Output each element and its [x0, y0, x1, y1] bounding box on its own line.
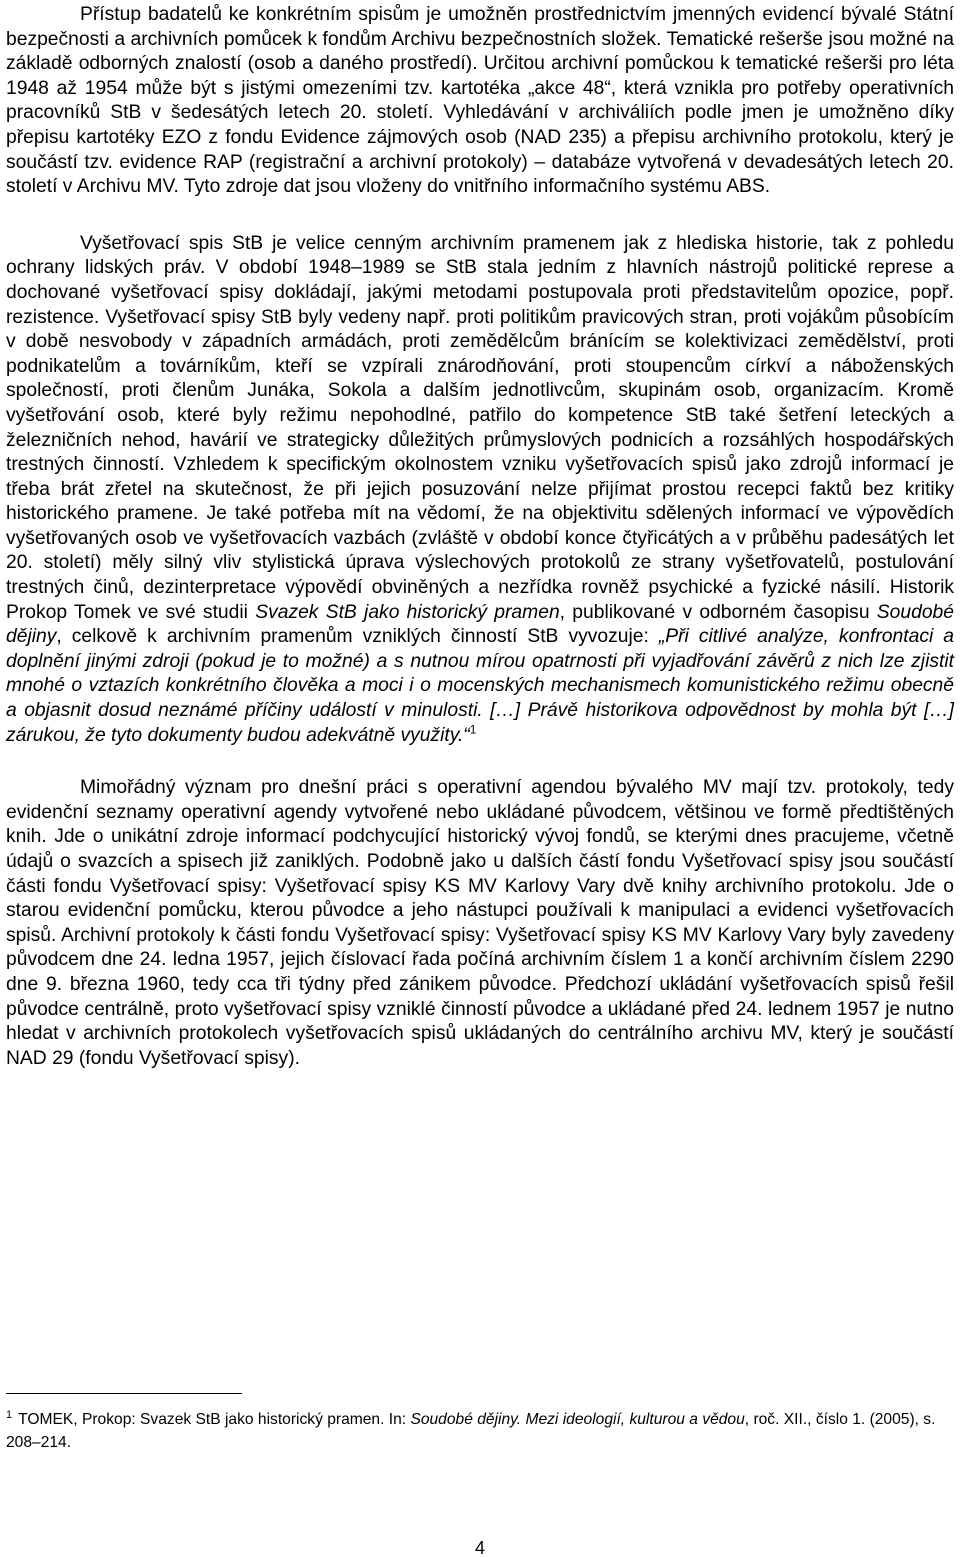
- footnote-separator: [6, 1393, 242, 1394]
- footnote-journal: Soudobé dějiny. Mezi ideologií, kulturou a vědou: [410, 1411, 745, 1428]
- footnote-mark: 1: [6, 1408, 13, 1421]
- page-number: 4: [474, 1538, 485, 1558]
- study-title: Svazek StB jako historický pramen: [255, 601, 560, 623]
- footnote-reference[interactable]: 1: [469, 722, 477, 737]
- journal-title: Soudobé dějiny: [6, 601, 954, 648]
- paragraph-2-text-a: Vyšetřovací spis StB je velice cenným archivním pramenem jak z hlediska historie, tak z pohledu ochrany lidských práv. V období 1948–1989 se StB stala jedním z hlavních nástrojů politické represe a dochované vyšetřovací spisy dokládají, jakými metodami postupovala proti představitelům opozice, popř. rezistence. Vyšetřovací spisy StB byly vedeny např. proti politikům pravicových stran, proti vojákům působícím v době nesvobody v západních armádách, proti zemědělcům bránícím se kolektivizaci zemědělství, proti podnikatelům a továrníkům, kteří se vzpírali znárodňování, proti stoupencům církví a náboženských společností, proti členům Junáka, Sokola a dalším jednotlivcům, skupinám osob, organizacím. Kromě vyšetřování osob, které byly režimu nepohodlné, patřilo do kompetence StB také šetření leteckých a železničních nehod, havárií ve strategicky důležitých průmyslových podnicích a rozsáhlých hospodářských trestných činností. Vzhledem k specifickým okolnostem vzniku vyšetřovacích spisů jako zdrojů informací je třeba brát zřetel na skutečnost, že při jejich posuzování nelze přijímat prostou recepci faktů bez kritiky historického pramene. Je také potřeba mít na vědomí, že na objektivitu sdělených informací ve výpovědích vyšetřovaných osob ve vyšetřovacích vazbách (zvláště v období konce čtyřicátých a v průběhu padesátých let 20. století) měly silný vliv stylistická úprava výslechových protokolů ze strany vyšetřovatelů, postulování trestných činů, dezinterpretace výpovědí obviněných a nezřídka rovněž psychické a fyzické násilí. Historik Prokop Tomek ve své studii: [6, 232, 954, 623]
- footnotes: [6, 1393, 954, 1454]
- paragraph-2: [6, 232, 954, 748]
- tomek-quote: „Při citlivé analýze, konfrontaci a doplnění jinými zdroji (pokud je to možné) a s nutnou mírou opatrnosti při vyjadřování závěrů z nich lze zjistit mnohé o vztazích konkrétního člověka a moci i o mocenských mechanismech komunistického režimu obecně a objasnit dosud neznámé příčiny událostí v minulosti. […] Právě historikova odpovědnost by mohla být […] zárukou, že tyto dokumenty budou adekvátně využity.“: [6, 626, 954, 746]
- paragraph-3: Mimořádný význam pro dnešní práci s operativní agendou bývalého MV mají tzv. protokoly, tedy evidenční seznamy operativní agendy vytvořené nebo ukládané původcem, většinou ve formě předtištěných knih. Jde o unikátní zdroje informací podchycující historický vývoj fondů, se kterými dnes pracujeme, včetně údajů o svazcích a spisech již zaniklých. Podobně jako u dalších částí fondu Vyšetřovací spisy jsou součástí části fondu Vyšetřovací spisy: Vyšetřovací spisy KS MV Karlovy Vary dvě knihy archivního protokolu. Jde o starou evidenční pomůcku, kterou původce a jeho nástupci používali k manipulaci a evidenci vyšetřovacích spisů. Archivní protokoly k části fondu Vyšetřovací spisy: Vyšetřovací spisy KS MV Karlovy Vary byly zavedeny původcem dne 24. ledna 1957, jejich číslovací řada počíná archivním číslem 1 a končí archivním číslem 2290 dne 9. března 1960, tedy cca tři týdny před zánikem původce. Předchozí ukládání vyšetřovacích spisů řešil původce centrálně, proto vyšetřovací spisy vzniklé činností původce a ukládané před 24. lednem 1957 je nutno hledat v archivních protokolech vyšetřovacích spisů ukládaných do centrálního archivu MV, který je součástí NAD 29 (fondu Vyšetřovací spisy).: [6, 777, 954, 1069]
- page-body: [6, 0, 954, 1071]
- paragraph-2-text-c: , celkově k archivním pramenům vzniklých činností StB vyvozuje:: [56, 626, 659, 648]
- paragraph-1: Přístup badatelů ke konkrétním spisům je umožněn prostřednictvím jmenných evidencí bývalé Státní bezpečnosti a archivních pomůcek k fondům Archivu bezpečnostních složek. Tematické rešerše jsou možné na základě odborných znalostí (osob a daného prostředí). Určitou archivní pomůckou k tematické rešerši pro léta 1948 až 1954 může být s jistými omezeními tzv. kartotéka „akce 48“, která vznikla pro potřeby operativních pracovníků StB v šedesátých letech 20. století. Vyhledávání v archiváliích podle jmen je umožněno díky přepisu kartotéky EZO z fondu Evidence zájmových osob (NAD 235) a přepisu archivního protokolu, který je součástí tzv. evidence RAP (registrační a archivní protokoly) – databáze vytvořená v devadesátých letech 20. století v Archivu MV. Tyto zdroje dat jsou vloženy do vnitřního informačního systému ABS.: [6, 4, 954, 198]
- footnote-1: [6, 1408, 954, 1454]
- paragraph-2-text-b: , publikované v odborném časopisu: [559, 601, 877, 623]
- footnote-text-b: , roč. XII., číslo 1. (2005), s. 208–214.: [6, 1411, 936, 1451]
- footnote-text-a: TOMEK, Prokop: Svazek StB jako historický pramen. In:: [18, 1411, 411, 1428]
